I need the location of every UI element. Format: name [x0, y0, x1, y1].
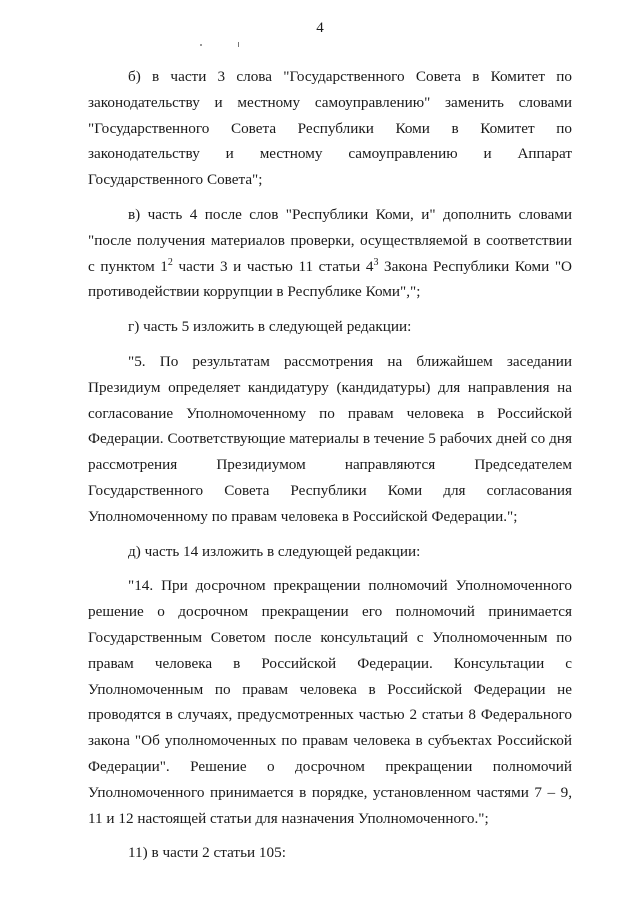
- scan-speck: [238, 42, 239, 47]
- superscript-2: 3: [373, 256, 379, 268]
- paragraph-part-5: "5. По результатам рассмотрения на ближайшем заседании Президиум определяет кандидатуру (кандидатуры) для направления на согласование Уполномоченному по правам человека в Российской Федерации. Соответствующие материалы в течение 5 рабочих дней со дня рассмотрения Президиумом направляются Председателем Государственного Совета Республики Коми для согласования Уполномоченному по правам человека в Российской Федерации.";: [88, 352, 572, 525]
- paragraph-v-part1: в) часть 4 после слов "Республики Коми, и" дополнить словами "после получения материалов проверки, осуществляемой в соответствии с пунктом 1: [88, 205, 572, 275]
- paragraph-v: [88, 202, 572, 305]
- paragraph-v-part2: части 3 и частью 11 статьи 4: [172, 257, 374, 275]
- paragraph-b: б) в части 3 слова "Государственного Совета в Комитет по законодательству и местному самоуправлению" заменить словами "Государственного Совета Республики Коми в Комитет по законодательству и местному самоуправлению и Аппарат Государственного Совета";: [88, 68, 572, 189]
- scan-speck: [200, 44, 202, 46]
- paragraph-v-part3: Закона Республики Коми "О противодействии коррупции в Республике Коми",";: [88, 257, 572, 301]
- paragraph-g: г) часть 5 изложить в следующей редакции:: [128, 318, 412, 336]
- document-body: [88, 64, 572, 875]
- superscript-1: 2: [167, 256, 173, 268]
- paragraph-item-11: 11) в части 2 статьи 105:: [128, 844, 286, 862]
- paragraph-part-14: "14. При досрочном прекращении полномочий Уполномоченного решение о досрочном прекращении его полномочий принимается Государственным Советом после консультаций с Уполномоченным по правам человека в Российской Федерации. Консультации с Уполномоченным по правам человека в Российской Федерации не проводятся в случаях, предусмотренных частью 2 статьи 8 Федерального закона "Об уполномоченных по правам человека в субъектах Российской Федерации". Решение о досрочном прекращении полномочий Уполномоченного принимается в порядке, установленном частями 7 – 9, 11 и 12 настоящей статьи для назначения Уполномоченного.";: [88, 577, 572, 827]
- paragraph-d: д) часть 14 изложить в следующей редакции:: [128, 542, 421, 560]
- page-number: 4: [316, 20, 324, 36]
